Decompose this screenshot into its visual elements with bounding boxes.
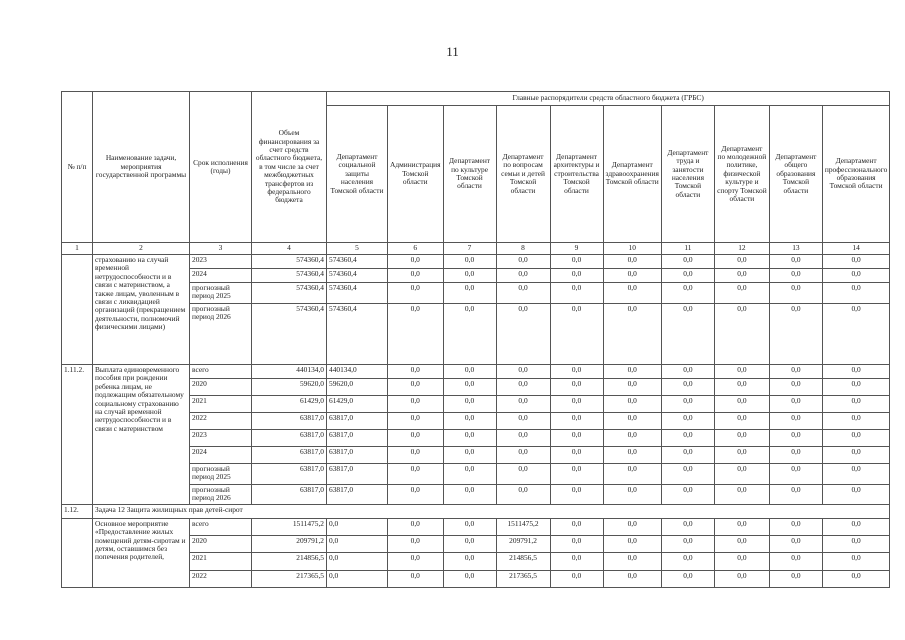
row-grbs-value: 0,0 <box>443 485 496 505</box>
row-grbs-value: 0,0 <box>714 535 769 552</box>
row-grbs-value: 0,0 <box>327 518 388 535</box>
header-grbs-culture: Департамент по культуре Томской области <box>443 106 496 243</box>
row-grbs-value: 0,0 <box>661 552 714 570</box>
row-grbs-value: 0,0 <box>443 430 496 447</box>
row-grbs-value: 0,0 <box>550 304 603 365</box>
row-grbs-value: 0,0 <box>550 552 603 570</box>
row-grbs-value: 0,0 <box>496 269 550 283</box>
row-grbs-value: 0,0 <box>769 413 822 430</box>
row-term: 2021 <box>190 396 252 413</box>
row-grbs-value: 0,0 <box>388 304 444 365</box>
row-grbs-value: 574360,4 <box>327 255 388 269</box>
row-grbs-value: 0,0 <box>661 283 714 304</box>
row-grbs-value: 0,0 <box>443 304 496 365</box>
row-grbs-value: 0,0 <box>603 304 661 365</box>
row-term: 2024 <box>190 447 252 464</box>
index-cell: 3 <box>190 243 252 255</box>
row-grbs-value: 63817,0 <box>327 430 388 447</box>
index-cell: 5 <box>327 243 388 255</box>
index-cell: 14 <box>822 243 889 255</box>
row-grbs-value: 0,0 <box>496 485 550 505</box>
row-grbs-value: 0,0 <box>550 447 603 464</box>
row-grbs-value: 0,0 <box>822 447 889 464</box>
row-grbs-value: 217365,5 <box>496 570 550 587</box>
row-total-value: 574360,4 <box>252 255 327 269</box>
row-grbs-value: 0,0 <box>769 552 822 570</box>
row-grbs-value: 0,0 <box>496 283 550 304</box>
row-grbs-value: 0,0 <box>388 518 444 535</box>
index-cell: 9 <box>550 243 603 255</box>
row-grbs-value: 0,0 <box>822 255 889 269</box>
index-cell: 4 <box>252 243 327 255</box>
row-grbs-value: 0,0 <box>603 430 661 447</box>
row-grbs-value: 0,0 <box>603 552 661 570</box>
row-grbs-value: 0,0 <box>822 518 889 535</box>
row-grbs-value: 0,0 <box>388 485 444 505</box>
row-total-value: 63817,0 <box>252 413 327 430</box>
row-grbs-value: 0,0 <box>714 552 769 570</box>
row-grbs-value: 0,0 <box>822 535 889 552</box>
index-cell: 11 <box>661 243 714 255</box>
budget-table <box>61 91 890 588</box>
row-grbs-value: 0,0 <box>822 413 889 430</box>
row-grbs-value: 0,0 <box>388 365 444 379</box>
row-grbs-value: 0,0 <box>661 304 714 365</box>
row-grbs-value: 0,0 <box>714 255 769 269</box>
header-grbs-general-edu: Департамент общего образования Томской области <box>769 106 822 243</box>
row-grbs-value: 63817,0 <box>327 485 388 505</box>
row-grbs-value: 440134,0 <box>327 365 388 379</box>
row-grbs-value: 0,0 <box>388 255 444 269</box>
row-grbs-value: 574360,4 <box>327 269 388 283</box>
header-grbs-social: Департамент социальной защиты населения Томской области <box>327 106 388 243</box>
row-grbs-value: 0,0 <box>603 365 661 379</box>
header-num: № п/п <box>62 92 93 243</box>
row-grbs-value: 0,0 <box>769 518 822 535</box>
row-grbs-value: 0,0 <box>388 430 444 447</box>
row-grbs-value: 0,0 <box>769 396 822 413</box>
row-grbs-value: 0,0 <box>550 570 603 587</box>
row-term: прогнозный период 2025 <box>190 283 252 304</box>
row-grbs-value: 0,0 <box>769 464 822 485</box>
row-term: 2024 <box>190 269 252 283</box>
row-grbs-value: 0,0 <box>443 379 496 396</box>
row-grbs-value: 0,0 <box>496 413 550 430</box>
row-total-value: 63817,0 <box>252 430 327 447</box>
row-total-value: 574360,4 <box>252 269 327 283</box>
index-cell: 1 <box>62 243 93 255</box>
row-grbs-value: 0,0 <box>714 269 769 283</box>
row-grbs-value: 0,0 <box>822 430 889 447</box>
row-grbs-value: 0,0 <box>769 447 822 464</box>
header-grbs-family: Департамент по вопросам семьи и детей Томской области <box>496 106 550 243</box>
row-grbs-value: 0,0 <box>550 518 603 535</box>
row-grbs-value: 0,0 <box>496 255 550 269</box>
row-grbs-value: 0,0 <box>550 283 603 304</box>
row-grbs-value: 0,0 <box>661 255 714 269</box>
row-grbs-value: 0,0 <box>550 365 603 379</box>
row-grbs-value: 0,0 <box>550 485 603 505</box>
row-grbs-value: 0,0 <box>661 365 714 379</box>
header-grbs-architecture: Департамент архитектуры и строительства Томской области <box>550 106 603 243</box>
row-grbs-value: 0,0 <box>661 413 714 430</box>
row-grbs-value: 0,0 <box>443 447 496 464</box>
row-grbs-value: 0,0 <box>769 535 822 552</box>
row-grbs-value: 0,0 <box>388 269 444 283</box>
row-grbs-value: 0,0 <box>443 535 496 552</box>
row-grbs-value: 0,0 <box>661 535 714 552</box>
row-grbs-value: 0,0 <box>496 304 550 365</box>
row-grbs-value: 0,0 <box>714 447 769 464</box>
row-total-value: 217365,5 <box>252 570 327 587</box>
header-volume: Объем финансирования за счет средств областного бюджета, в том числе за счет межбюджетных трансфертов из федерального бюджета <box>252 92 327 243</box>
row-grbs-value: 0,0 <box>388 570 444 587</box>
row-grbs-value: 0,0 <box>822 304 889 365</box>
row-number <box>62 255 93 365</box>
row-total-value: 209791,2 <box>252 535 327 552</box>
row-total-value: 440134,0 <box>252 365 327 379</box>
row-grbs-value: 574360,4 <box>327 304 388 365</box>
row-grbs-value: 0,0 <box>822 365 889 379</box>
row-grbs-value: 0,0 <box>388 552 444 570</box>
index-row <box>62 243 890 255</box>
table-row <box>62 255 890 269</box>
row-grbs-value: 63817,0 <box>327 464 388 485</box>
row-grbs-value: 0,0 <box>496 365 550 379</box>
row-grbs-value: 0,0 <box>714 485 769 505</box>
row-description: Основное мероприятие «Предоставление жилых помещений детям-сиротам и детям, оставшимся без попечения родителей, <box>93 518 190 587</box>
row-grbs-value: 59620,0 <box>327 379 388 396</box>
page-number: 11 <box>446 44 459 59</box>
header-task: Наименование задачи, мероприятия государственной программы <box>93 92 190 243</box>
row-grbs-value: 0,0 <box>769 570 822 587</box>
row-grbs-value: 0,0 <box>714 518 769 535</box>
row-grbs-value: 0,0 <box>443 255 496 269</box>
row-grbs-value: 61429,0 <box>327 396 388 413</box>
header-grbs: Главные распорядители средств областного бюджета (ГРБС) <box>327 92 890 106</box>
row-grbs-value: 0,0 <box>769 304 822 365</box>
row-grbs-value: 0,0 <box>388 396 444 413</box>
row-grbs-value: 0,0 <box>496 430 550 447</box>
row-grbs-value: 0,0 <box>388 283 444 304</box>
row-grbs-value: 0,0 <box>550 269 603 283</box>
row-grbs-value: 0,0 <box>603 269 661 283</box>
index-cell: 7 <box>443 243 496 255</box>
header-grbs-youth: Департамент по молодежной политике, физической культуре и спорту Томской области <box>714 106 769 243</box>
row-term: всего <box>190 365 252 379</box>
row-grbs-value: 0,0 <box>327 552 388 570</box>
row-grbs-value: 0,0 <box>822 379 889 396</box>
row-grbs-value: 0,0 <box>327 535 388 552</box>
row-grbs-value: 0,0 <box>822 396 889 413</box>
header-grbs-health: Департамент здравоохранения Томской области <box>603 106 661 243</box>
row-grbs-value: 0,0 <box>714 413 769 430</box>
row-grbs-value: 0,0 <box>603 518 661 535</box>
index-cell: 10 <box>603 243 661 255</box>
row-grbs-value: 0,0 <box>769 365 822 379</box>
row-grbs-value: 0,0 <box>714 379 769 396</box>
row-grbs-value: 0,0 <box>443 365 496 379</box>
task-row <box>62 504 890 518</box>
row-grbs-value: 0,0 <box>550 464 603 485</box>
row-grbs-value: 0,0 <box>822 269 889 283</box>
table-row <box>62 518 890 535</box>
row-grbs-value: 0,0 <box>661 570 714 587</box>
row-grbs-value: 0,0 <box>388 535 444 552</box>
row-grbs-value: 0,0 <box>388 447 444 464</box>
row-term: 2023 <box>190 255 252 269</box>
row-grbs-value: 0,0 <box>769 255 822 269</box>
row-grbs-value: 0,0 <box>661 464 714 485</box>
row-total-value: 63817,0 <box>252 485 327 505</box>
row-grbs-value: 1511475,2 <box>496 518 550 535</box>
row-grbs-value: 0,0 <box>443 552 496 570</box>
task-number: 1.12. <box>62 504 93 518</box>
row-term: 2023 <box>190 430 252 447</box>
row-grbs-value: 0,0 <box>603 570 661 587</box>
row-grbs-value: 0,0 <box>769 379 822 396</box>
row-grbs-value: 0,0 <box>603 379 661 396</box>
row-grbs-value: 0,0 <box>769 269 822 283</box>
row-grbs-value: 0,0 <box>388 379 444 396</box>
row-grbs-value: 0,0 <box>661 396 714 413</box>
row-grbs-value: 63817,0 <box>327 447 388 464</box>
row-grbs-value: 0,0 <box>388 413 444 430</box>
row-grbs-value: 0,0 <box>603 255 661 269</box>
row-grbs-value: 574360,4 <box>327 283 388 304</box>
row-grbs-value: 0,0 <box>443 269 496 283</box>
row-grbs-value: 0,0 <box>769 485 822 505</box>
row-grbs-value: 0,0 <box>661 430 714 447</box>
row-term: всего <box>190 518 252 535</box>
row-grbs-value: 0,0 <box>661 518 714 535</box>
row-grbs-value: 0,0 <box>714 570 769 587</box>
row-term: прогнозный период 2025 <box>190 464 252 485</box>
row-total-value: 59620,0 <box>252 379 327 396</box>
row-grbs-value: 0,0 <box>443 413 496 430</box>
index-cell: 8 <box>496 243 550 255</box>
row-term: 2022 <box>190 570 252 587</box>
row-number: 1.11.2. <box>62 365 93 505</box>
row-total-value: 63817,0 <box>252 464 327 485</box>
row-term: 2020 <box>190 379 252 396</box>
row-grbs-value: 0,0 <box>550 396 603 413</box>
row-description: страхованию на случай временной нетрудоспособности и в связи с материнством, а также лицам, уволенным в связи с ликвидацией организаций (прекращением деятельности, полномочий физическими лицами) <box>93 255 190 365</box>
row-grbs-value: 0,0 <box>603 485 661 505</box>
header-grbs-prof-edu: Департамент профессионального образования Томской области <box>822 106 889 243</box>
row-grbs-value: 0,0 <box>661 269 714 283</box>
row-grbs-value: 0,0 <box>661 379 714 396</box>
row-grbs-value: 0,0 <box>822 485 889 505</box>
row-grbs-value: 0,0 <box>496 447 550 464</box>
row-grbs-value: 0,0 <box>550 535 603 552</box>
row-grbs-value: 63817,0 <box>327 413 388 430</box>
row-total-value: 574360,4 <box>252 283 327 304</box>
header-grbs-labor: Департамент труда и занятости населения Томской области <box>661 106 714 243</box>
row-grbs-value: 0,0 <box>603 413 661 430</box>
row-grbs-value: 0,0 <box>443 518 496 535</box>
row-grbs-value: 0,0 <box>550 430 603 447</box>
row-total-value: 574360,4 <box>252 304 327 365</box>
row-total-value: 214856,5 <box>252 552 327 570</box>
row-grbs-value: 209791,2 <box>496 535 550 552</box>
row-grbs-value: 0,0 <box>714 396 769 413</box>
row-grbs-value: 0,0 <box>550 379 603 396</box>
row-total-value: 63817,0 <box>252 447 327 464</box>
row-grbs-value: 0,0 <box>550 255 603 269</box>
row-grbs-value: 0,0 <box>603 283 661 304</box>
row-grbs-value: 0,0 <box>822 570 889 587</box>
row-term: 2020 <box>190 535 252 552</box>
row-grbs-value: 0,0 <box>822 552 889 570</box>
row-grbs-value: 0,0 <box>443 283 496 304</box>
row-grbs-value: 0,0 <box>603 447 661 464</box>
row-term: 2021 <box>190 552 252 570</box>
row-term: прогнозный период 2026 <box>190 304 252 365</box>
row-grbs-value: 0,0 <box>714 365 769 379</box>
row-grbs-value: 0,0 <box>714 430 769 447</box>
row-term: прогнозный период 2026 <box>190 485 252 505</box>
row-grbs-value: 0,0 <box>443 464 496 485</box>
row-grbs-value: 0,0 <box>603 464 661 485</box>
row-grbs-value: 0,0 <box>769 283 822 304</box>
header-grbs-admin: Администрация Томской области <box>388 106 444 243</box>
row-grbs-value: 0,0 <box>769 430 822 447</box>
row-grbs-value: 0,0 <box>822 283 889 304</box>
row-number <box>62 518 93 587</box>
row-grbs-value: 0,0 <box>496 396 550 413</box>
row-grbs-value: 0,0 <box>822 464 889 485</box>
index-cell: 13 <box>769 243 822 255</box>
row-total-value: 61429,0 <box>252 396 327 413</box>
row-grbs-value: 0,0 <box>443 396 496 413</box>
row-grbs-value: 0,0 <box>603 396 661 413</box>
row-grbs-value: 0,0 <box>714 304 769 365</box>
row-grbs-value: 0,0 <box>714 464 769 485</box>
index-cell: 2 <box>93 243 190 255</box>
header-term: Срок исполнения (годы) <box>190 92 252 243</box>
row-grbs-value: 0,0 <box>661 485 714 505</box>
row-grbs-value: 0,0 <box>661 447 714 464</box>
row-grbs-value: 0,0 <box>443 570 496 587</box>
row-total-value: 1511475,2 <box>252 518 327 535</box>
index-cell: 12 <box>714 243 769 255</box>
row-grbs-value: 0,0 <box>327 570 388 587</box>
row-grbs-value: 0,0 <box>550 413 603 430</box>
row-grbs-value: 0,0 <box>603 535 661 552</box>
row-grbs-value: 214856,5 <box>496 552 550 570</box>
table-row <box>62 365 890 379</box>
index-cell: 6 <box>388 243 444 255</box>
task-title: Задача 12 Защита жилищных прав детей-сирот <box>93 504 890 518</box>
row-term: 2022 <box>190 413 252 430</box>
row-description: Выплата единовременного пособия при рождении ребенка лицам, не подлежащим обязательному социальному страхованию на случай временной нетрудоспособности и в связи с материнством <box>93 365 190 505</box>
row-grbs-value: 0,0 <box>388 464 444 485</box>
row-grbs-value: 0,0 <box>714 283 769 304</box>
row-grbs-value: 0,0 <box>496 379 550 396</box>
row-grbs-value: 0,0 <box>496 464 550 485</box>
